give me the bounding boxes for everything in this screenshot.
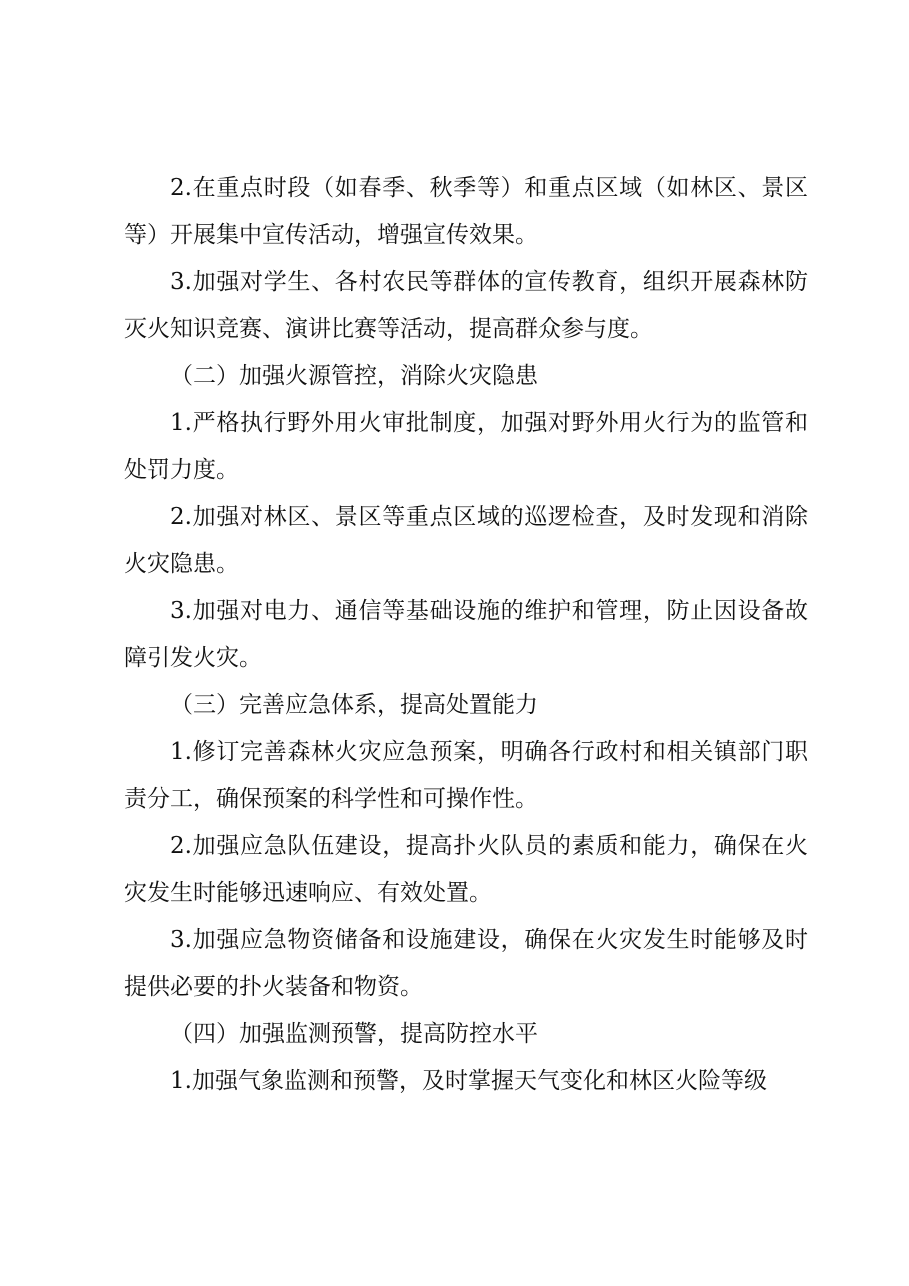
paragraph-item: 2.在重点时段（如春季、秋季等）和重点区域（如林区、景区等）开展集中宣传活动，增强宣传效果。: [124, 175, 808, 248]
paragraph-item: 2.加强应急队伍建设，提高扑火队员的素质和能力，确保在火灾发生时能够迅速响应、有效处置。: [124, 833, 808, 906]
paragraph-item: 2.加强对林区、景区等重点区域的巡逻检查，及时发现和消除火灾隐患。: [124, 504, 808, 577]
paragraph-item: 1.加强气象监测和预警，及时掌握天气变化和林区火险等级: [170, 1068, 767, 1094]
paragraph-item: 1.严格执行野外用火审批制度，加强对野外用火行为的监管和处罚力度。: [124, 410, 808, 483]
section-heading: （三）完善应急体系，提高处置能力: [170, 692, 538, 718]
document-body: [124, 165, 808, 1105]
paragraph-item: 3.加强对电力、通信等基础设施的维护和管理，防止因设备故障引发火灾。: [124, 598, 808, 671]
section-heading: （四）加强监测预警，提高防控水平: [170, 1021, 538, 1047]
paragraph-item: 3.加强对学生、各村农民等群体的宣传教育，组织开展森林防灭火知识竞赛、演讲比赛等活动，提高群众参与度。: [124, 269, 808, 342]
paragraph-item: 1.修订完善森林火灾应急预案，明确各行政村和相关镇部门职责分工，确保预案的科学性和可操作性。: [124, 739, 808, 812]
paragraph-item: 3.加强应急物资储备和设施建设，确保在火灾发生时能够及时提供必要的扑火装备和物资。: [124, 927, 808, 1000]
section-heading: （二）加强火源管控，消除火灾隐患: [170, 363, 538, 389]
